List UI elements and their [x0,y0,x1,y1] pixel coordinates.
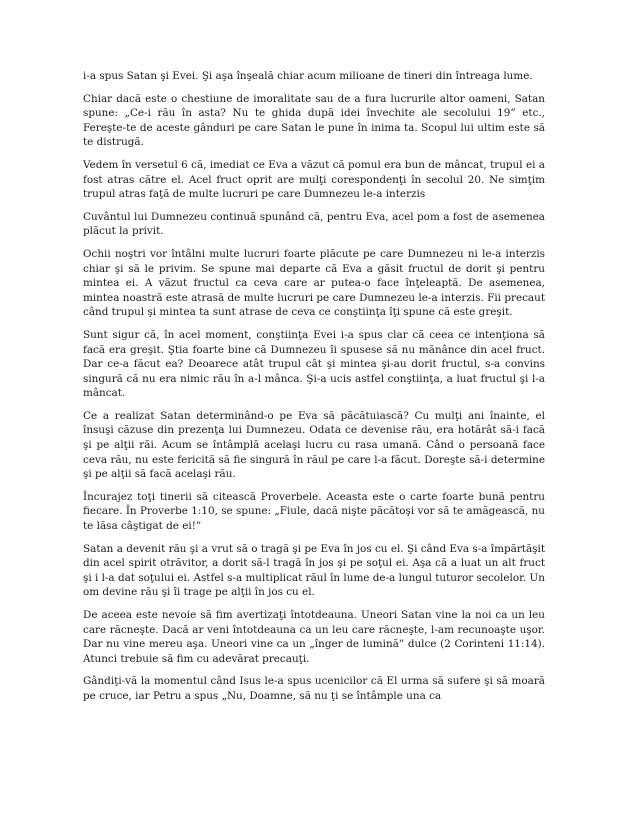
paragraph-4: Cuvântul lui Dumnezeu continuă spunând că, pentru Eva, acel pom a fost de asemenea plăcut la privit. [83,210,545,238]
paragraph-2: Chiar dacă este o chestiune de imoralitate sau de a fura lucrurile altor oameni, Satan spune: „Ce-i rău în asta? Nu te ghida după idei învechite ale secolului 19” etc., Fereşte-te de aceste gânduri pe care Satan le pune în inima ta. Scopul lui ultim este să te distrugă. [83,92,545,149]
paragraph-5: Ochii noştri vor întâlni multe lucruri foarte plăcute pe care Dumnezeu ni le-a interzis chiar şi să le privim. Se spune mai departe că Eva a găsit fructul de dorit şi pentru mintea ei. A văzut fructul ca ceva care ar putea-o face înţeleaptă. De asemenea, mintea noastră este atrasă de multe lucruri pe care Dumnezeu le-a interzis. Fii precaut când trupul şi mintea ta sunt atrase de ceva ce conştiinţa îţi spune că este greşit. [83,247,545,319]
paragraph-11: Gândiţi-vă la momentul când Isus le-a spus ucenicilor că El urma să sufere şi să moară pe cruce, iar Petru a spus „Nu, Doamne, să nu ţi se întâmple una ca [83,675,545,702]
paragraph-8: Încurajez toţi tinerii să citească Proverbele. Aceasta este o carte foarte bună pentru fiecare. În Proverbe 1:10, se spune: „Fiule, dacă nişte păcătoşi vor să te amăgească, nu te lăsa câştigat de ei!” [83,490,545,533]
document-page [83,69,545,712]
paragraph-6: Sunt sigur că, în acel moment, conştiinţa Evei i-a spus clar că ceea ce intenţiona să facă era greşit. Ştia foarte bine că Dumnezeu îi spusese să nu mănânce din acel fruct. Dar ce-a făcut ea? Deoarece atât trupul cât şi mintea şi-au dorit fructul, s-a convins singură că nu era nimic rău în a-l mânca. Şi-a ucis astfel conştiinţa, a luat fructul şi l-a mâncat. [83,328,545,400]
paragraph-9: Satan a devenit rău şi a vrut să o tragă şi pe Eva în jos cu el. Şi când Eva s-a împărtăşit din acel spirit otrăvitor, a dorit să-l tragă în jos şi pe soţul ei. Aşa că a luat un alt fruct şi i l-a dat soţului ei. Astfel s-a multiplicat răul în lume de-a lungul tuturor secolelor. Un om devine rău şi îi trage pe alţii în jos cu el. [83,542,545,599]
paragraph-1: i-a spus Satan şi Evei. Şi aşa înşeală chiar acum milioane de tineri din întreaga lume. [83,70,533,82]
paragraph-10: De aceea este nevoie să fim avertizaţi întotdeauna. Uneori Satan vine la noi ca un leu care răcneşte. Dacă ar veni întotdeauna ca un leu care răcneşte, l-am recunoaşte uşor. Dar nu vine mereu aşa. Uneori vine ca un „înger de lumină” dulce (2 Corinteni 11:14). Atunci trebuie să fim cu adevărat precauţi. [83,609,545,665]
paragraph-3: Vedem în versetul 6 că, imediat ce Eva a văzut că pomul era bun de mâncat, trupul ei a fost atras către el. Acel fruct oprit are mulţi corespondenţi în secolul 20. Ne simţim trupul atras faţă de multe lucruri pe care Dumnezeu le-a interzis [83,158,545,201]
paragraph-7: Ce a realizat Satan determinând-o pe Eva să păcătuiască? Cu mulţi ani înainte, el însuşi căzuse din prezenţa lui Dumnezeu. Odata ce devenise rău, era hotărât să-i facă şi pe alţii răi. Acum se întâmplă acelaşi lucru cu rasa umană. Când o persoană face ceva rău, nu este fericită să fie singură în răul pe care l-a făcut. Doreşte să-i determine şi pe alţii să facă acelaşi rău. [83,409,545,481]
